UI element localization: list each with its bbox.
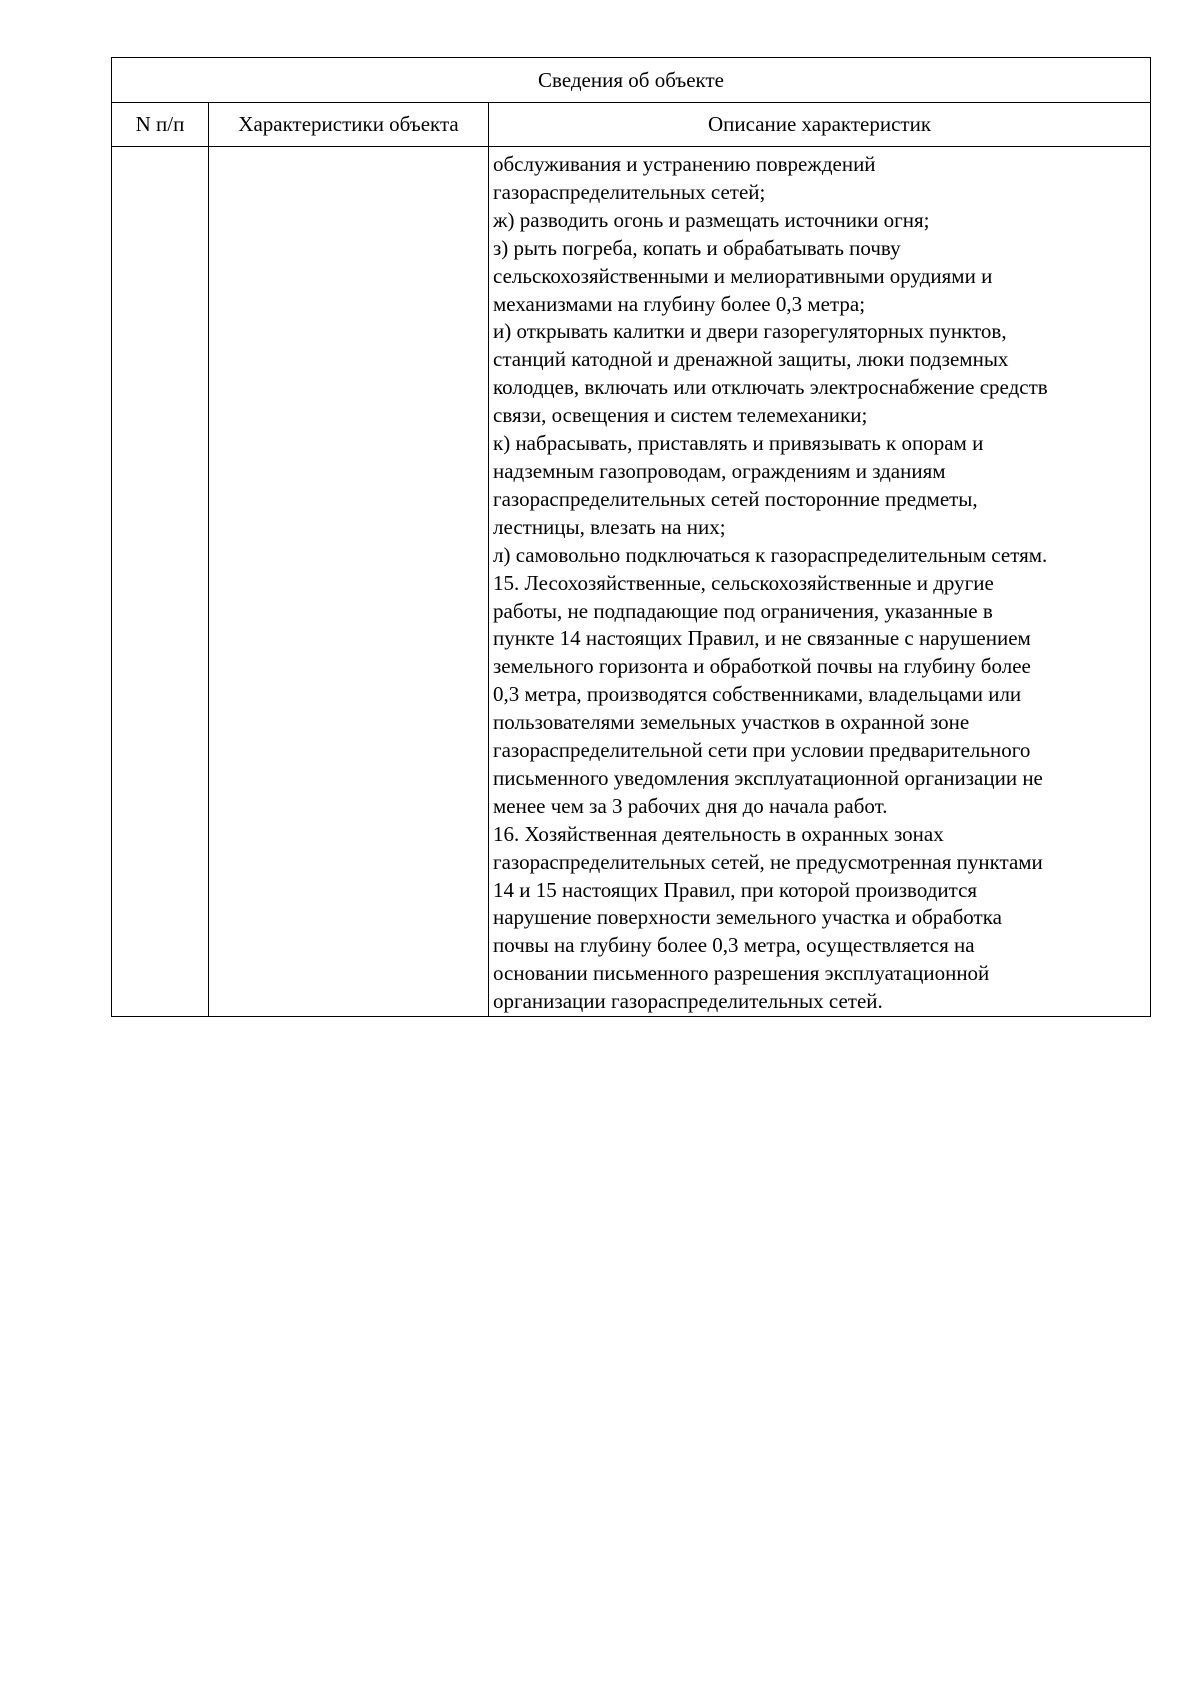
description-line: газораспределительных сетей посторонние предметы, — [493, 486, 978, 511]
header-num: N п/п — [112, 103, 209, 147]
description-line: надземным газопроводам, ограждениям и зданиям — [493, 458, 946, 483]
table-header-row — [112, 103, 1151, 147]
description-line: организации газораспределительных сетей. — [493, 989, 883, 1014]
description-line: колодцев, включать или отключать электроснабжение средств — [493, 375, 1048, 400]
description-line: нарушение поверхности земельного участка и обработка — [493, 905, 1002, 930]
description-line: ж) разводить огонь и размещать источники огня; — [493, 207, 930, 232]
description-line: газораспределительных сетей; — [493, 179, 766, 204]
description-line: работы, не подпадающие под ограничения, указанные в — [493, 598, 993, 623]
description-line: з) рыть погреба, копать и обрабатывать почву — [493, 235, 901, 260]
description-line: механизмами на глубину более 0,3 метра; — [493, 291, 866, 316]
description-line: 14 и 15 настоящих Правил, при которой производится — [493, 877, 978, 902]
description-line: письменного уведомления эксплуатационной организации не — [493, 765, 1043, 790]
table-title: Сведения об объекте — [112, 58, 1151, 103]
description-line: земельного горизонта и обработкой почвы на глубину более — [493, 654, 1031, 679]
header-description: Описание характеристик — [489, 103, 1151, 147]
table-row — [112, 147, 1151, 1017]
description-line: связи, освещения и систем телемеханики; — [493, 403, 868, 428]
description-line: станций катодной и дренажной защиты, люки подземных — [493, 347, 1009, 372]
object-info-table — [111, 57, 1151, 1017]
description-line: лестницы, влезать на них; — [493, 514, 726, 539]
description-line: менее чем за 3 рабочих дня до начала работ. — [493, 793, 888, 818]
description-text — [489, 147, 1150, 1016]
description-line: к) набрасывать, приставлять и привязывать к опорам и — [493, 431, 984, 456]
description-line: обслуживания и устранению повреждений — [493, 152, 876, 176]
description-line: пункте 14 настоящих Правил, и не связанные с нарушением — [493, 626, 1031, 651]
description-line: газораспределительной сети при условии предварительного — [493, 738, 1031, 763]
description-line: 0,3 метра, производятся собственниками, владельцами или — [493, 682, 1022, 707]
row-description-cell — [489, 147, 1151, 1017]
header-characteristics: Характеристики объекта — [209, 103, 489, 147]
description-line: сельскохозяйственными и мелиоративными орудиями и — [493, 263, 993, 288]
row-num-cell — [112, 147, 209, 1017]
description-line: газораспределительных сетей, не предусмотренная пунктами — [493, 849, 1043, 874]
description-line: основании письменного разрешения эксплуатационной — [493, 961, 990, 986]
description-line: л) самовольно подключаться к газораспределительным сетям. — [493, 542, 1048, 567]
description-line: и) открывать калитки и двери газорегуляторных пунктов, — [493, 319, 1007, 344]
description-line: 16. Хозяйственная деятельность в охранных зонах — [493, 821, 944, 846]
description-line: 15. Лесохозяйственные, сельскохозяйственные и другие — [493, 570, 994, 595]
row-characteristics-cell — [209, 147, 489, 1017]
table-title-row — [112, 58, 1151, 103]
description-line: пользователями земельных участков в охранной зоне — [493, 710, 970, 735]
description-line: почвы на глубину более 0,3 метра, осуществляется на — [493, 933, 975, 958]
